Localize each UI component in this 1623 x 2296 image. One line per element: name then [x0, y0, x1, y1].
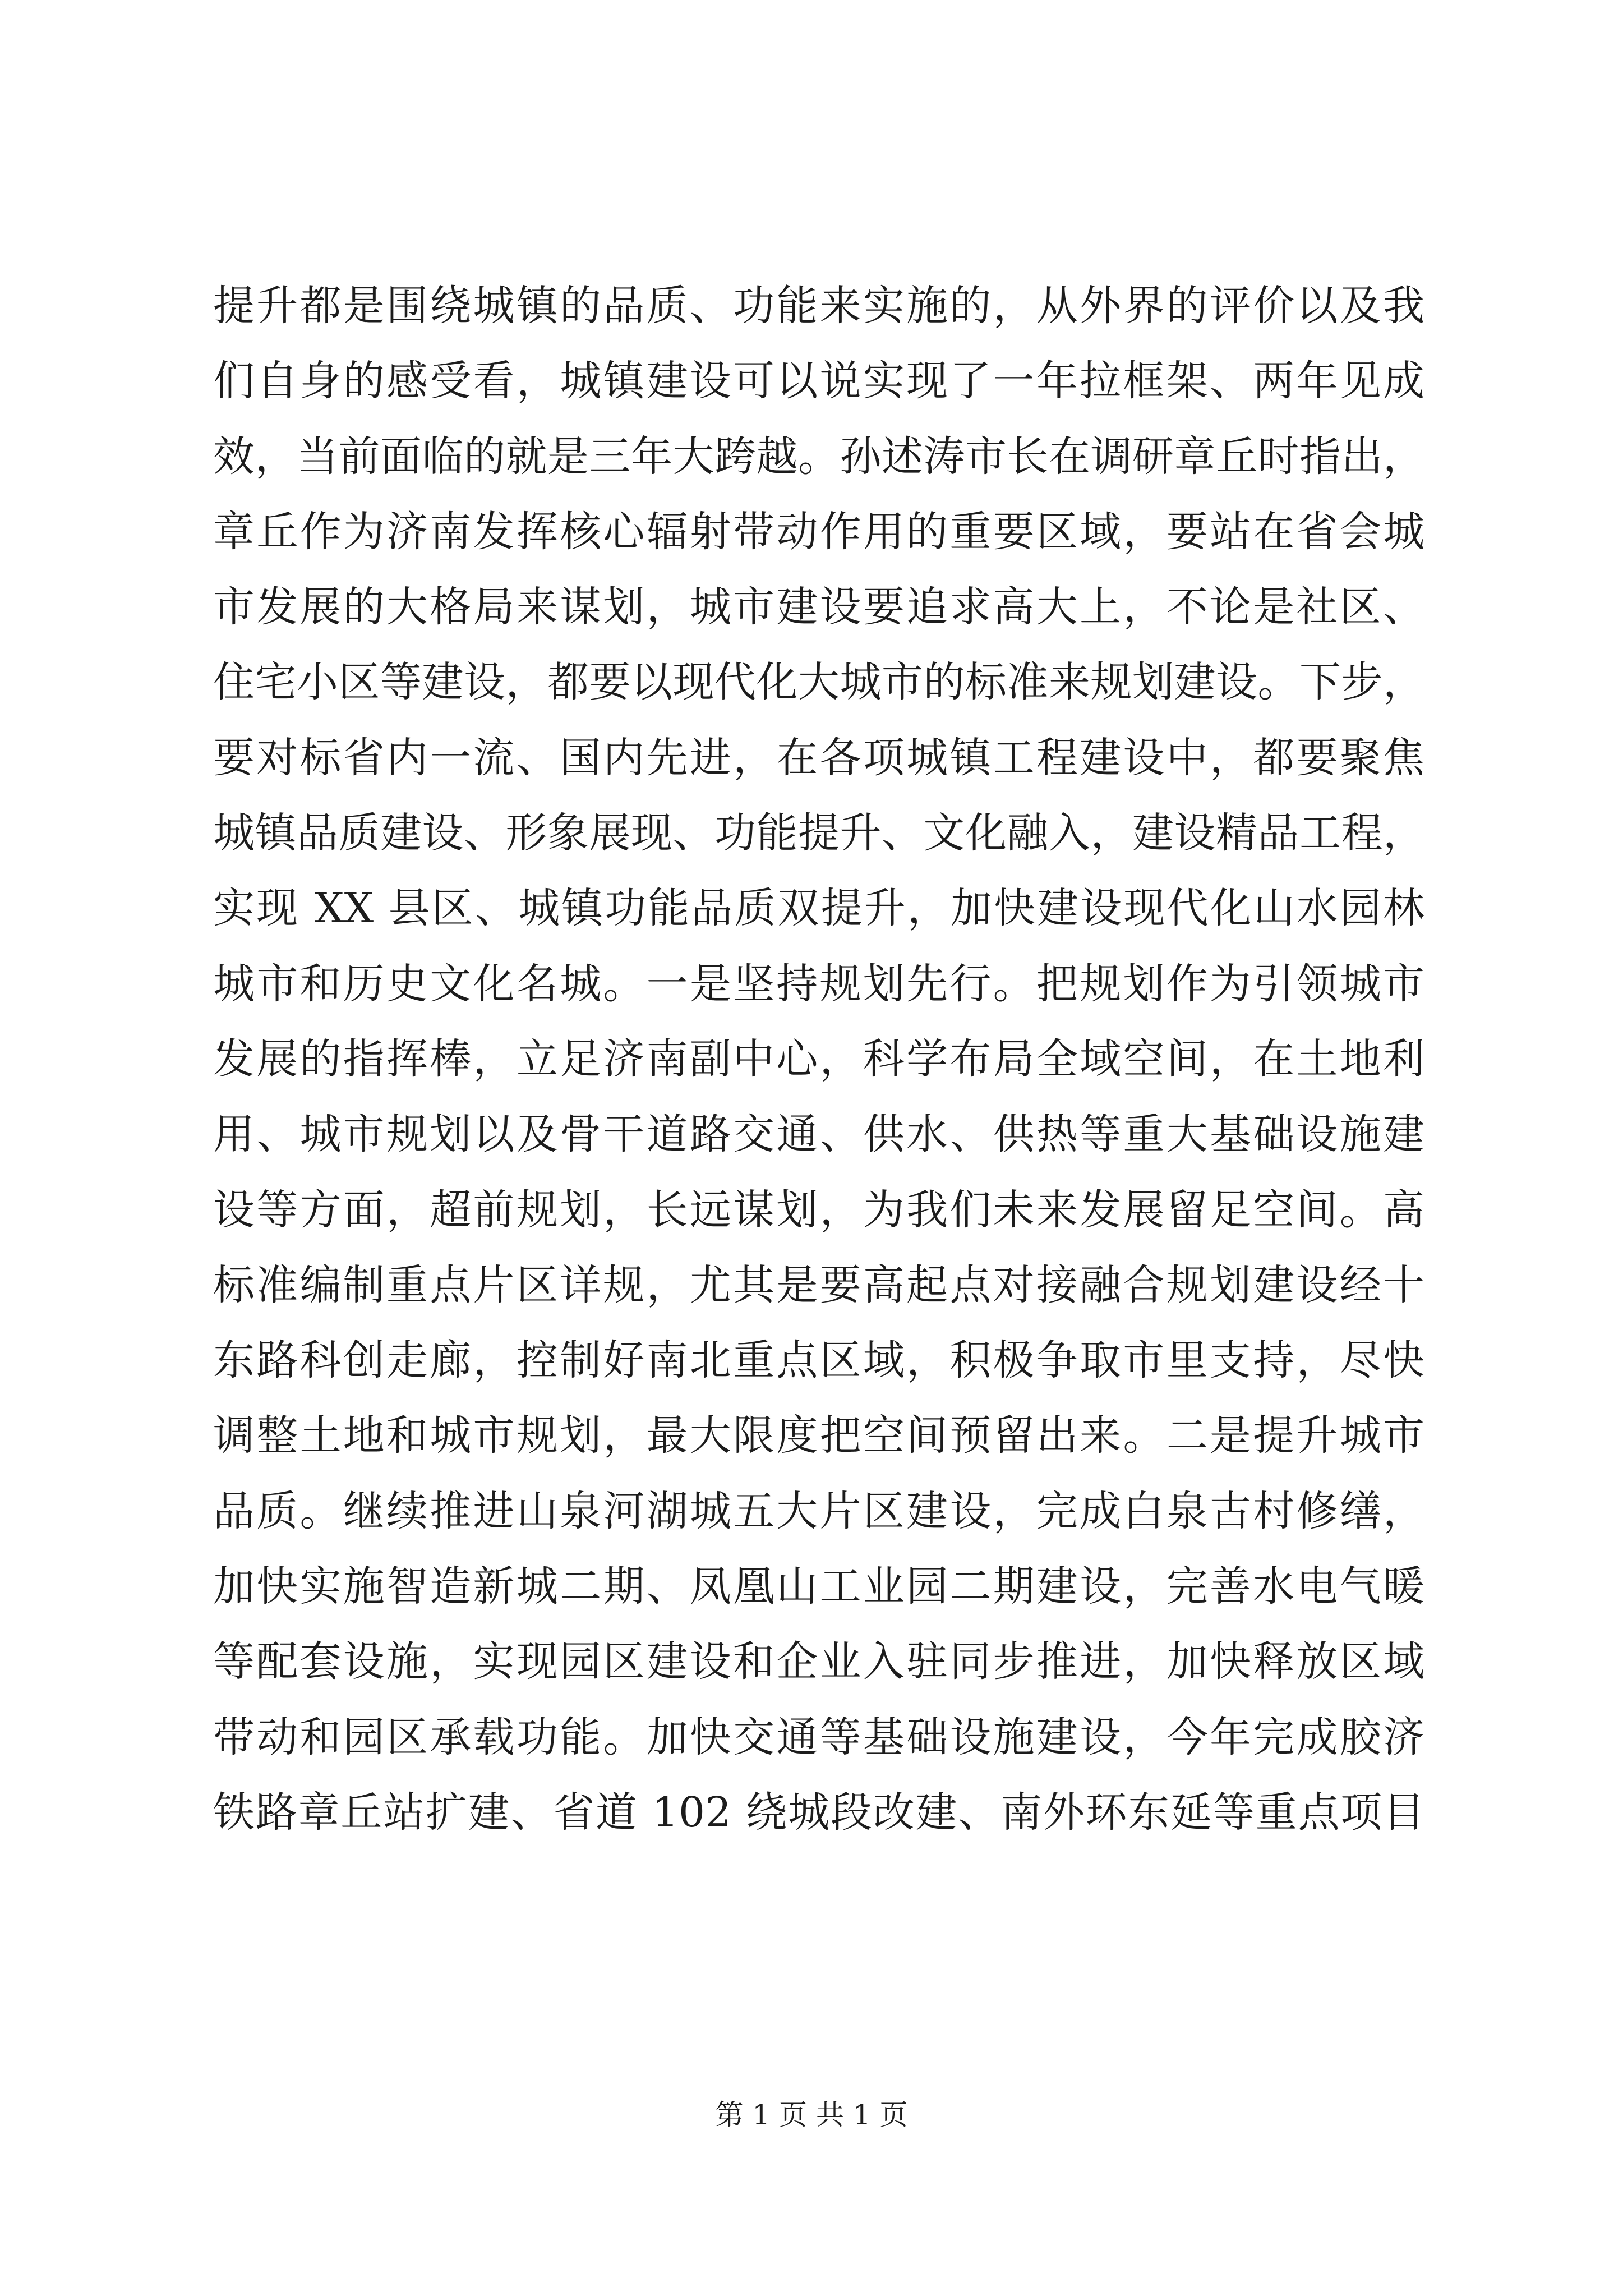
body-paragraph — [213, 268, 1424, 1850]
text-line: 效，当前面临的就是三年大跨越。孙述涛市长在调研章丘时指出， — [213, 432, 1424, 481]
text-line: 住宅小区等建设，都要以现代化大城市的标准来规划建设。下步， — [213, 658, 1424, 707]
text-line: 用、城市规划以及骨干道路交通、供水、供热等重大基础设施建 — [213, 1110, 1424, 1159]
text-line: 城镇品质建设、形象展现、功能提升、文化融入，建设精品工程， — [213, 809, 1424, 858]
text-line: 带动和园区承载功能。加快交通等基础设施建设，今年完成胶济 — [213, 1713, 1424, 1761]
text-line: 实现 XX 县区、城镇功能品质双提升，加快建设现代化山水园林 — [213, 884, 1424, 933]
text-line: 市发展的大格局来谋划，城市建设要追求高大上，不论是社区、 — [213, 583, 1424, 632]
text-line: 品质。继续推进山泉河湖城五大片区建设，完成白泉古村修缮， — [213, 1487, 1424, 1535]
text-line: 们自身的感受看，城镇建设可以说实现了一年拉框架、两年见成 — [213, 357, 1424, 406]
text-line: 加快实施智造新城二期、凤凰山工业园二期建设，完善水电气暖 — [213, 1562, 1424, 1611]
text-line: 东路科创走廊，控制好南北重点区域，积极争取市里支持，尽快 — [213, 1336, 1424, 1385]
text-line: 标准编制重点片区详规，尤其是要高起点对接融合规划建设经十 — [213, 1260, 1424, 1309]
text-line: 要对标省内一流、国内先进，在各项城镇工程建设中，都要聚焦 — [213, 733, 1424, 782]
text-line: 铁路章丘站扩建、省道 102 绕城段改建、南外环东延等重点项目 — [213, 1788, 1424, 1837]
text-line: 发展的指挥棒，立足济南副中心，科学布局全域空间，在土地利 — [213, 1034, 1424, 1083]
text-line: 城市和历史文化名城。一是坚持规划先行。把规划作为引领城市 — [213, 959, 1424, 1008]
text-line: 设等方面，超前规划，长远谋划，为我们未来发展留足空间。高 — [213, 1185, 1424, 1234]
text-line: 提升都是围绕城镇的品质、功能来实施的，从外界的评价以及我 — [213, 282, 1424, 330]
text-line: 等配套设施，实现园区建设和企业入驻同步推进，加快释放区域 — [213, 1637, 1424, 1686]
text-line: 调整土地和城市规划，最大限度把空间预留出来。二是提升城市 — [213, 1411, 1424, 1460]
text-line: 章丘作为济南发挥核心辐射带动作用的重要区域，要站在省会城 — [213, 507, 1424, 556]
page-number-footer: 第 1 页 共 1 页 — [715, 2099, 908, 2131]
